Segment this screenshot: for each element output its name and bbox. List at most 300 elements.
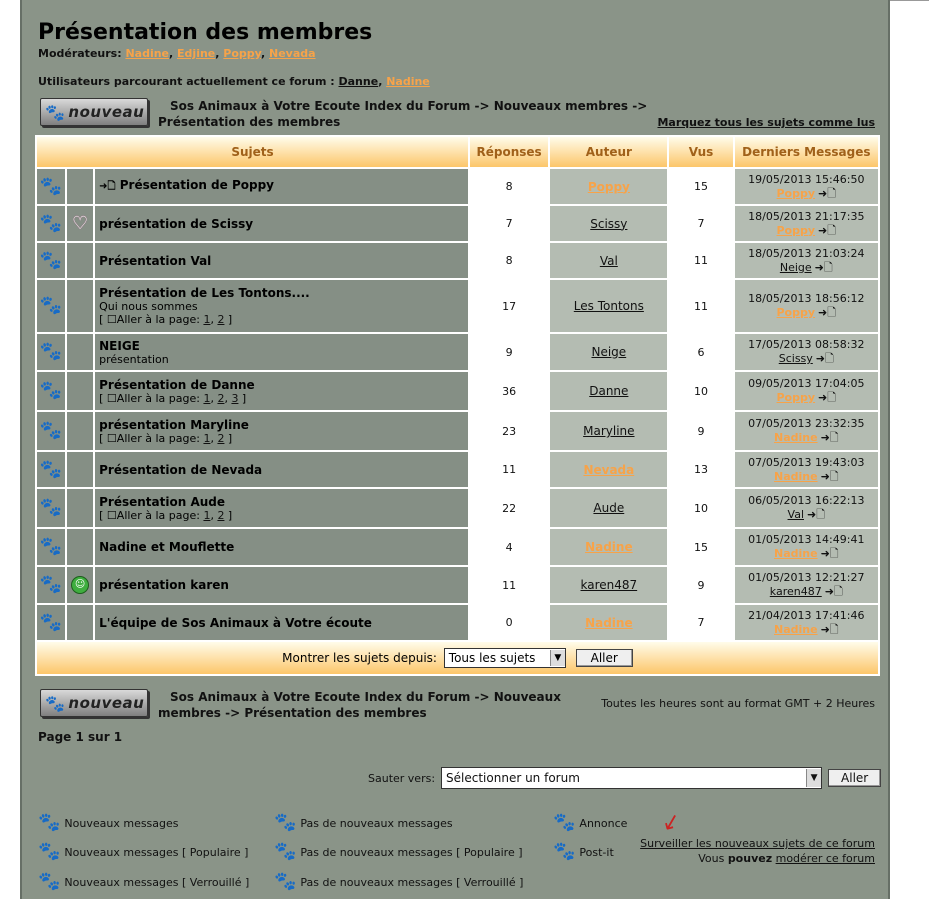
last-post-user-line <box>735 508 878 522</box>
topic-pages: [ ☐Aller à la page: 1, 2 ] <box>99 313 233 326</box>
new-topic-label: nouveau <box>68 103 145 121</box>
moderate-line <box>640 851 875 866</box>
jump-select-value: Sélectionner un forum <box>446 771 580 785</box>
replies-cell: 9 <box>469 333 549 371</box>
paw-orange-icon: 🐾 <box>39 212 63 234</box>
topic-status-cell <box>36 411 66 451</box>
topic-row <box>36 333 879 371</box>
topic-subject-cell <box>94 566 469 604</box>
topic-title-text[interactable]: Présentation de Poppy <box>119 177 275 192</box>
last-post-user-line <box>735 187 878 201</box>
last-post-cell <box>734 333 879 371</box>
topic-row <box>36 451 879 488</box>
topic-icon-cell <box>66 168 94 205</box>
topic-icon-cell <box>66 205 94 242</box>
last-post-date: 06/05/2013 16:22:13 <box>748 494 865 507</box>
last-post-user-link[interactable]: Scissy <box>778 352 813 365</box>
legend-item <box>38 843 248 861</box>
watch-forum-link[interactable]: Surveiller les nouveaux sujets de ce forum <box>640 837 875 850</box>
topic-title-text[interactable]: Nadine et Mouflette <box>99 540 235 554</box>
last-post-user-line <box>735 391 878 405</box>
last-post-user-link[interactable]: Poppy <box>776 223 816 237</box>
goto-last-post-icon[interactable]: ➜🗋 <box>820 547 839 560</box>
page-link[interactable]: 2 <box>217 391 225 405</box>
last-post-user-link[interactable]: Poppy <box>776 306 816 319</box>
legend-label: Nouveaux messages [ Verrouillé ] <box>64 875 250 889</box>
topic-title-text[interactable]: présentation de Scissy <box>99 216 254 231</box>
moderate-bold: pouvez <box>727 852 773 865</box>
last-post-user-line <box>735 352 878 366</box>
author-cell <box>549 371 668 411</box>
topic-subject-cell <box>94 242 469 279</box>
last-post-user-link[interactable]: Nadine <box>773 622 818 636</box>
views-cell: 11 <box>668 242 733 279</box>
topic-icon-cell <box>66 411 94 451</box>
author-cell <box>549 279 668 333</box>
breadcrumb-bottom-line-2[interactable]: membres -> Présentation des membres <box>158 706 427 720</box>
new-topic-button-bottom[interactable] <box>40 689 148 717</box>
last-post-user-link[interactable]: Val <box>787 508 804 521</box>
last-post-user-line <box>735 470 878 484</box>
jump-box <box>368 767 881 789</box>
topic-pages: [ ☐Aller à la page: 1, 2 ] <box>99 508 233 522</box>
author-cell <box>549 333 668 371</box>
topic-title[interactable] <box>99 178 468 196</box>
browsing-users-line <box>38 75 430 88</box>
author-link[interactable]: karen487 <box>580 578 638 592</box>
dropdown-arrow-icon: ▼ <box>806 769 821 787</box>
new-topic-label: nouveau <box>68 694 145 712</box>
last-post-cell <box>734 242 879 279</box>
replies-cell: 8 <box>469 242 549 279</box>
paw-orange-icon: 🐾 <box>39 536 63 557</box>
legend-label: Nouveaux messages <box>64 816 179 830</box>
goto-label: Aller à la page: <box>116 508 200 522</box>
topic-row <box>36 488 879 528</box>
moderate-prefix: Vous <box>698 852 725 865</box>
goto-last-post-icon[interactable]: ➜🗋 <box>815 352 834 365</box>
topic-status-cell <box>36 451 66 488</box>
page-link[interactable]: 1 <box>203 431 211 445</box>
topic-icon-cell <box>66 488 94 528</box>
topic-status-cell <box>36 528 66 566</box>
smiley-icon: ☺ <box>71 576 89 594</box>
last-post-user-line <box>735 547 878 561</box>
topic-title[interactable] <box>99 286 468 300</box>
topic-title-text[interactable]: Présentation Val <box>99 253 212 268</box>
topic-title-text[interactable]: NEIGE <box>99 338 140 353</box>
dropdown-arrow-icon: ▼ <box>550 650 565 666</box>
topic-title[interactable] <box>99 616 468 630</box>
topic-row <box>36 168 879 205</box>
views-cell: 10 <box>668 488 733 528</box>
author-link[interactable]: Nevada <box>583 462 635 477</box>
legend-label: Annonce <box>579 816 628 830</box>
views-cell: 6 <box>668 333 733 371</box>
legend-item <box>553 814 627 832</box>
breadcrumb <box>158 98 647 130</box>
timezone-note: Toutes les heures sont au format GMT + 2 Heures <box>601 697 875 710</box>
paw-green-icon: 🐾 <box>38 841 61 862</box>
show-since-value: Tous les sujets <box>448 651 536 665</box>
show-since-go-button[interactable]: Aller <box>576 649 633 667</box>
topic-subject-cell <box>94 333 469 371</box>
forum-page <box>20 0 890 899</box>
page-link[interactable]: 1 <box>203 313 211 326</box>
moderator-link[interactable]: Edjine <box>177 47 216 60</box>
topic-subject-cell <box>94 411 469 451</box>
breadcrumb-bottom-line-1[interactable]: Sos Animaux à Votre Ecoute Index du Forum -> Nouveaux <box>170 690 561 704</box>
last-post-date: 01/05/2013 14:49:41 <box>748 533 865 546</box>
last-post-cell <box>734 566 879 604</box>
last-post-user-link[interactable]: Neige <box>779 260 812 274</box>
replies-cell: 23 <box>469 411 549 451</box>
page-link[interactable]: 2 <box>217 313 225 326</box>
author-cell <box>549 566 668 604</box>
goto-last-post-icon[interactable]: ➜🗋 <box>814 260 833 274</box>
last-post-cell <box>734 205 879 242</box>
last-post-user-link[interactable]: Nadine <box>773 547 818 560</box>
legend-label: Post-it <box>579 845 614 859</box>
forum-actions <box>640 836 875 866</box>
last-post-date: 18/05/2013 21:03:24 <box>748 246 865 260</box>
legend-item <box>38 873 249 891</box>
breadcrumb-line-2[interactable]: Présentation des membres <box>158 115 341 129</box>
views-cell: 9 <box>668 566 733 604</box>
topic-title-text[interactable]: Présentation Aude <box>99 494 226 509</box>
views-cell: 11 <box>668 279 733 333</box>
last-post-cell <box>734 488 879 528</box>
topics-table <box>35 135 880 676</box>
moderators-label: Modérateurs: <box>38 47 122 60</box>
topic-title-text[interactable]: présentation karen <box>99 578 229 592</box>
topic-title[interactable] <box>99 254 468 268</box>
page-link[interactable]: 1 <box>203 508 211 522</box>
paw-orange-icon: 🐾 <box>39 574 63 595</box>
legend-label: Pas de nouveaux messages <box>300 816 453 830</box>
legend-label: Pas de nouveaux messages [ Verrouillé ] <box>300 875 524 889</box>
jump-label: Sauter vers: <box>368 771 436 785</box>
views-cell: 10 <box>668 371 733 411</box>
topic-title-text[interactable]: présentation Maryline <box>99 417 249 432</box>
page-link[interactable]: 2 <box>217 508 225 522</box>
browsing-user-list <box>339 75 430 88</box>
new-topic-button[interactable] <box>40 98 148 126</box>
replies-cell: 0 <box>469 604 549 641</box>
separator: , <box>260 47 269 60</box>
page-icon: ☐ <box>106 313 117 326</box>
last-post-date: 07/05/2013 23:32:35 <box>748 417 865 430</box>
author-link[interactable]: Val <box>599 253 618 268</box>
page-link[interactable]: 3 <box>231 391 239 405</box>
topic-status-cell <box>36 333 66 371</box>
topic-icon-cell <box>66 279 94 333</box>
show-since-select[interactable] <box>444 648 566 668</box>
goto-last-post-icon[interactable]: ➜🗋 <box>818 306 837 319</box>
topic-row <box>36 566 879 604</box>
moderator-link[interactable]: Nadine <box>125 47 170 60</box>
last-post-user-link[interactable]: Nadine <box>773 469 818 483</box>
replies-cell: 7 <box>469 205 549 242</box>
paw-orange-icon: 🐾 <box>39 249 63 271</box>
author-link[interactable]: Aude <box>593 501 625 515</box>
author-cell <box>549 488 668 528</box>
paw-icon: 🐾 <box>45 102 66 122</box>
author-link[interactable]: Maryline <box>583 424 635 438</box>
paw-orange-icon: 🐾 <box>553 841 576 862</box>
moderator-list <box>125 47 315 60</box>
top-border-line <box>890 0 929 1</box>
last-post-user-link[interactable]: Poppy <box>776 391 816 404</box>
topic-row <box>36 604 879 641</box>
replies-cell: 22 <box>469 488 549 528</box>
author-link[interactable]: Les Tontons <box>573 299 644 313</box>
author-cell <box>549 205 668 242</box>
table-footer-row <box>36 641 879 675</box>
last-post-user-line <box>735 261 878 275</box>
views-cell: 7 <box>668 604 733 641</box>
topic-status-cell <box>36 604 66 641</box>
topic-status-cell <box>36 279 66 333</box>
paw-green-icon: 🐾 <box>39 175 63 197</box>
paw-orange-icon: 🐾 <box>39 458 63 480</box>
topic-subject-cell <box>94 451 469 488</box>
last-post-date: 17/05/2013 08:58:32 <box>748 338 865 351</box>
author-link[interactable]: Neige <box>591 345 627 359</box>
paw-red-icon: 🐾 <box>274 871 297 892</box>
topic-icon-cell <box>66 333 94 371</box>
mark-all-read-link[interactable]: Marquez tous les sujets comme lus <box>657 116 875 129</box>
goto-last-post-icon[interactable]: ➜🗋 <box>824 585 843 598</box>
goto-last-post-icon[interactable]: ➜🗋 <box>818 223 837 237</box>
topic-icon-cell <box>66 604 94 641</box>
last-post-cell <box>734 451 879 488</box>
page-link[interactable]: 1 <box>203 391 211 405</box>
topic-pages: [ ☐Aller à la page: 1, 2 ] <box>99 431 233 445</box>
goto-label: Aller à la page: <box>116 313 200 326</box>
legend-item <box>274 814 453 832</box>
topic-icon-cell <box>66 528 94 566</box>
topic-row <box>36 279 879 333</box>
last-post-user-line <box>735 585 878 599</box>
views-cell: 13 <box>668 451 733 488</box>
page-icon: ☐ <box>106 431 117 445</box>
topic-row <box>36 371 879 411</box>
newest-post-icon[interactable]: ➜🗋 <box>99 180 116 192</box>
topic-status-cell <box>36 371 66 411</box>
moderate-forum-link[interactable]: modérer ce forum <box>775 852 875 865</box>
paw-orange-icon: 🐾 <box>39 420 63 441</box>
last-post-user-link[interactable]: Nadine <box>773 431 818 444</box>
author-link[interactable]: Danne <box>589 384 629 398</box>
browsing-label: Utilisateurs parcourant actuellement ce forum : <box>38 75 335 88</box>
topic-subject-cell <box>94 604 469 641</box>
show-since-cell <box>36 641 879 675</box>
topic-title-text[interactable]: Présentation de Les Tontons.... <box>99 286 310 300</box>
topic-status-cell <box>36 566 66 604</box>
col-header-views: Vus <box>668 136 733 168</box>
last-post-user-line <box>735 623 878 637</box>
col-header-replies: Réponses <box>469 136 549 168</box>
topic-subject-cell <box>94 205 469 242</box>
goto-label: Aller à la page: <box>116 431 200 445</box>
legend-item <box>553 843 614 861</box>
topic-status-cell <box>36 205 66 242</box>
author-link[interactable]: Nadine <box>585 615 633 630</box>
paw-orange-icon: 🐾 <box>39 380 63 401</box>
moderators-line <box>38 47 316 60</box>
moderator-link[interactable]: Nevada <box>269 47 316 60</box>
page-link[interactable]: 2 <box>217 431 225 445</box>
paw-orange-icon: 🐾 <box>553 812 576 833</box>
legend-item <box>274 843 523 861</box>
separator: , <box>169 47 178 60</box>
topic-subject-cell <box>94 168 469 205</box>
paw-orange-icon: 🐾 <box>274 841 297 862</box>
topic-status-cell <box>36 168 66 205</box>
topic-subject-cell <box>94 371 469 411</box>
browsing-user-link[interactable]: Danne <box>338 75 379 88</box>
topic-description: présentation <box>99 352 169 366</box>
topic-title-text[interactable]: L'équipe de Sos Animaux à Votre écoute <box>99 615 372 630</box>
last-post-cell <box>734 371 879 411</box>
replies-cell: 8 <box>469 168 549 205</box>
last-post-date: 21/04/2013 17:41:46 <box>748 608 865 622</box>
topic-title[interactable] <box>99 339 468 353</box>
last-post-cell <box>734 168 879 205</box>
last-post-date: 07/05/2013 19:43:03 <box>748 455 865 469</box>
topic-subject-cell <box>94 528 469 566</box>
last-post-date: 18/05/2013 21:17:35 <box>748 209 865 223</box>
last-post-cell <box>734 279 879 333</box>
replies-cell: 4 <box>469 528 549 566</box>
last-post-cell <box>734 604 879 641</box>
page-icon: ☐ <box>106 391 117 405</box>
views-cell: 15 <box>668 528 733 566</box>
legend-label: Nouveaux messages [ Populaire ] <box>64 845 249 859</box>
page-icon: ☐ <box>106 508 117 522</box>
last-post-date: 18/05/2013 18:56:12 <box>748 292 865 305</box>
topic-subject-cell <box>94 488 469 528</box>
replies-cell: 11 <box>469 451 549 488</box>
topic-status-cell <box>36 488 66 528</box>
paw-orange-icon: 🐾 <box>39 341 63 362</box>
author-cell <box>549 242 668 279</box>
red-arrow-icon: ↙ <box>659 808 684 837</box>
breadcrumb-line-1[interactable]: Sos Animaux à Votre Ecoute Index du Forum -> Nouveaux membres -> <box>170 99 648 113</box>
topic-title[interactable] <box>99 578 468 592</box>
topic-row <box>36 242 879 279</box>
browsing-user-link[interactable]: Nadine <box>386 75 430 88</box>
goto-last-post-icon[interactable]: ➜🗋 <box>818 391 837 404</box>
topic-title[interactable] <box>99 540 468 554</box>
jump-go-button[interactable]: Aller <box>828 769 881 787</box>
topic-title[interactable] <box>99 495 468 509</box>
paw-orange-icon: 🐾 <box>39 295 63 316</box>
goto-last-post-icon[interactable]: ➜🗋 <box>820 469 839 483</box>
author-cell <box>549 168 668 205</box>
topic-row <box>36 411 879 451</box>
last-post-user-line <box>735 224 878 238</box>
topic-status-cell <box>36 242 66 279</box>
replies-cell: 17 <box>469 279 549 333</box>
heart-icon: ♡ <box>72 213 89 234</box>
views-cell: 15 <box>668 168 733 205</box>
last-post-date: 01/05/2013 12:21:27 <box>748 571 865 584</box>
last-post-cell <box>734 411 879 451</box>
topic-title[interactable] <box>99 378 468 392</box>
moderator-link[interactable]: Poppy <box>223 47 261 60</box>
paw-orange-icon: 🐾 <box>274 812 297 833</box>
paw-green-icon: 🐾 <box>38 812 61 833</box>
topic-icon-cell <box>66 371 94 411</box>
topic-pages: [ ☐Aller à la page: 1, 2, 3 ] <box>99 391 247 405</box>
col-header-author: Auteur <box>549 136 668 168</box>
topic-description: Qui nous sommes <box>99 300 198 313</box>
legend-item <box>274 873 523 891</box>
author-cell <box>549 411 668 451</box>
last-post-date: 09/05/2013 17:04:05 <box>748 377 865 390</box>
last-post-date: 19/05/2013 15:46:50 <box>748 172 865 186</box>
replies-cell: 36 <box>469 371 549 411</box>
views-cell: 9 <box>668 411 733 451</box>
page-info: Page 1 sur 1 <box>38 730 123 744</box>
goto-last-post-icon[interactable]: ➜🗋 <box>818 186 837 200</box>
table-header-row <box>36 136 879 168</box>
last-post-user-link[interactable]: karen487 <box>769 585 822 598</box>
jump-select[interactable] <box>441 767 822 789</box>
goto-last-post-icon[interactable]: ➜🗋 <box>807 508 826 521</box>
page-title: Présentation des membres <box>38 20 373 45</box>
goto-last-post-icon[interactable]: ➜🗋 <box>820 431 839 444</box>
last-post-user-line <box>735 431 878 445</box>
last-post-user-link[interactable]: Poppy <box>776 186 816 200</box>
author-link[interactable]: Nadine <box>585 540 633 554</box>
legend-item <box>38 814 179 832</box>
topic-icon-cell <box>66 566 94 604</box>
separator: , <box>215 47 224 60</box>
topic-subject-cell <box>94 279 469 333</box>
paw-icon: 🐾 <box>45 693 66 713</box>
topic-row <box>36 528 879 566</box>
col-header-last-posts: Derniers Messages <box>734 136 879 168</box>
separator: , <box>378 75 387 88</box>
paw-orange-icon: 🐾 <box>39 497 63 518</box>
topic-title[interactable] <box>99 418 468 432</box>
topic-title[interactable] <box>99 217 468 231</box>
goto-label: Aller à la page: <box>116 391 200 405</box>
topic-icon-cell <box>66 451 94 488</box>
author-cell <box>549 604 668 641</box>
legend-label: Pas de nouveaux messages [ Populaire ] <box>300 845 523 859</box>
breadcrumb-bottom <box>158 689 561 721</box>
goto-last-post-icon[interactable]: ➜🗋 <box>820 622 839 636</box>
topic-title-text[interactable]: Présentation de Danne <box>99 377 255 392</box>
topic-title[interactable] <box>99 463 468 477</box>
author-link[interactable]: Scissy <box>590 216 628 231</box>
last-post-user-line <box>735 306 878 320</box>
views-cell: 7 <box>668 205 733 242</box>
author-cell <box>549 451 668 488</box>
topic-row <box>36 205 879 242</box>
col-header-subjects: Sujets <box>36 136 469 168</box>
author-link[interactable]: Poppy <box>587 179 630 194</box>
paw-red-icon: 🐾 <box>39 611 63 633</box>
last-post-cell <box>734 528 879 566</box>
topic-icon-cell <box>66 242 94 279</box>
topic-title-text[interactable]: Présentation de Nevada <box>99 462 263 477</box>
replies-cell: 11 <box>469 566 549 604</box>
